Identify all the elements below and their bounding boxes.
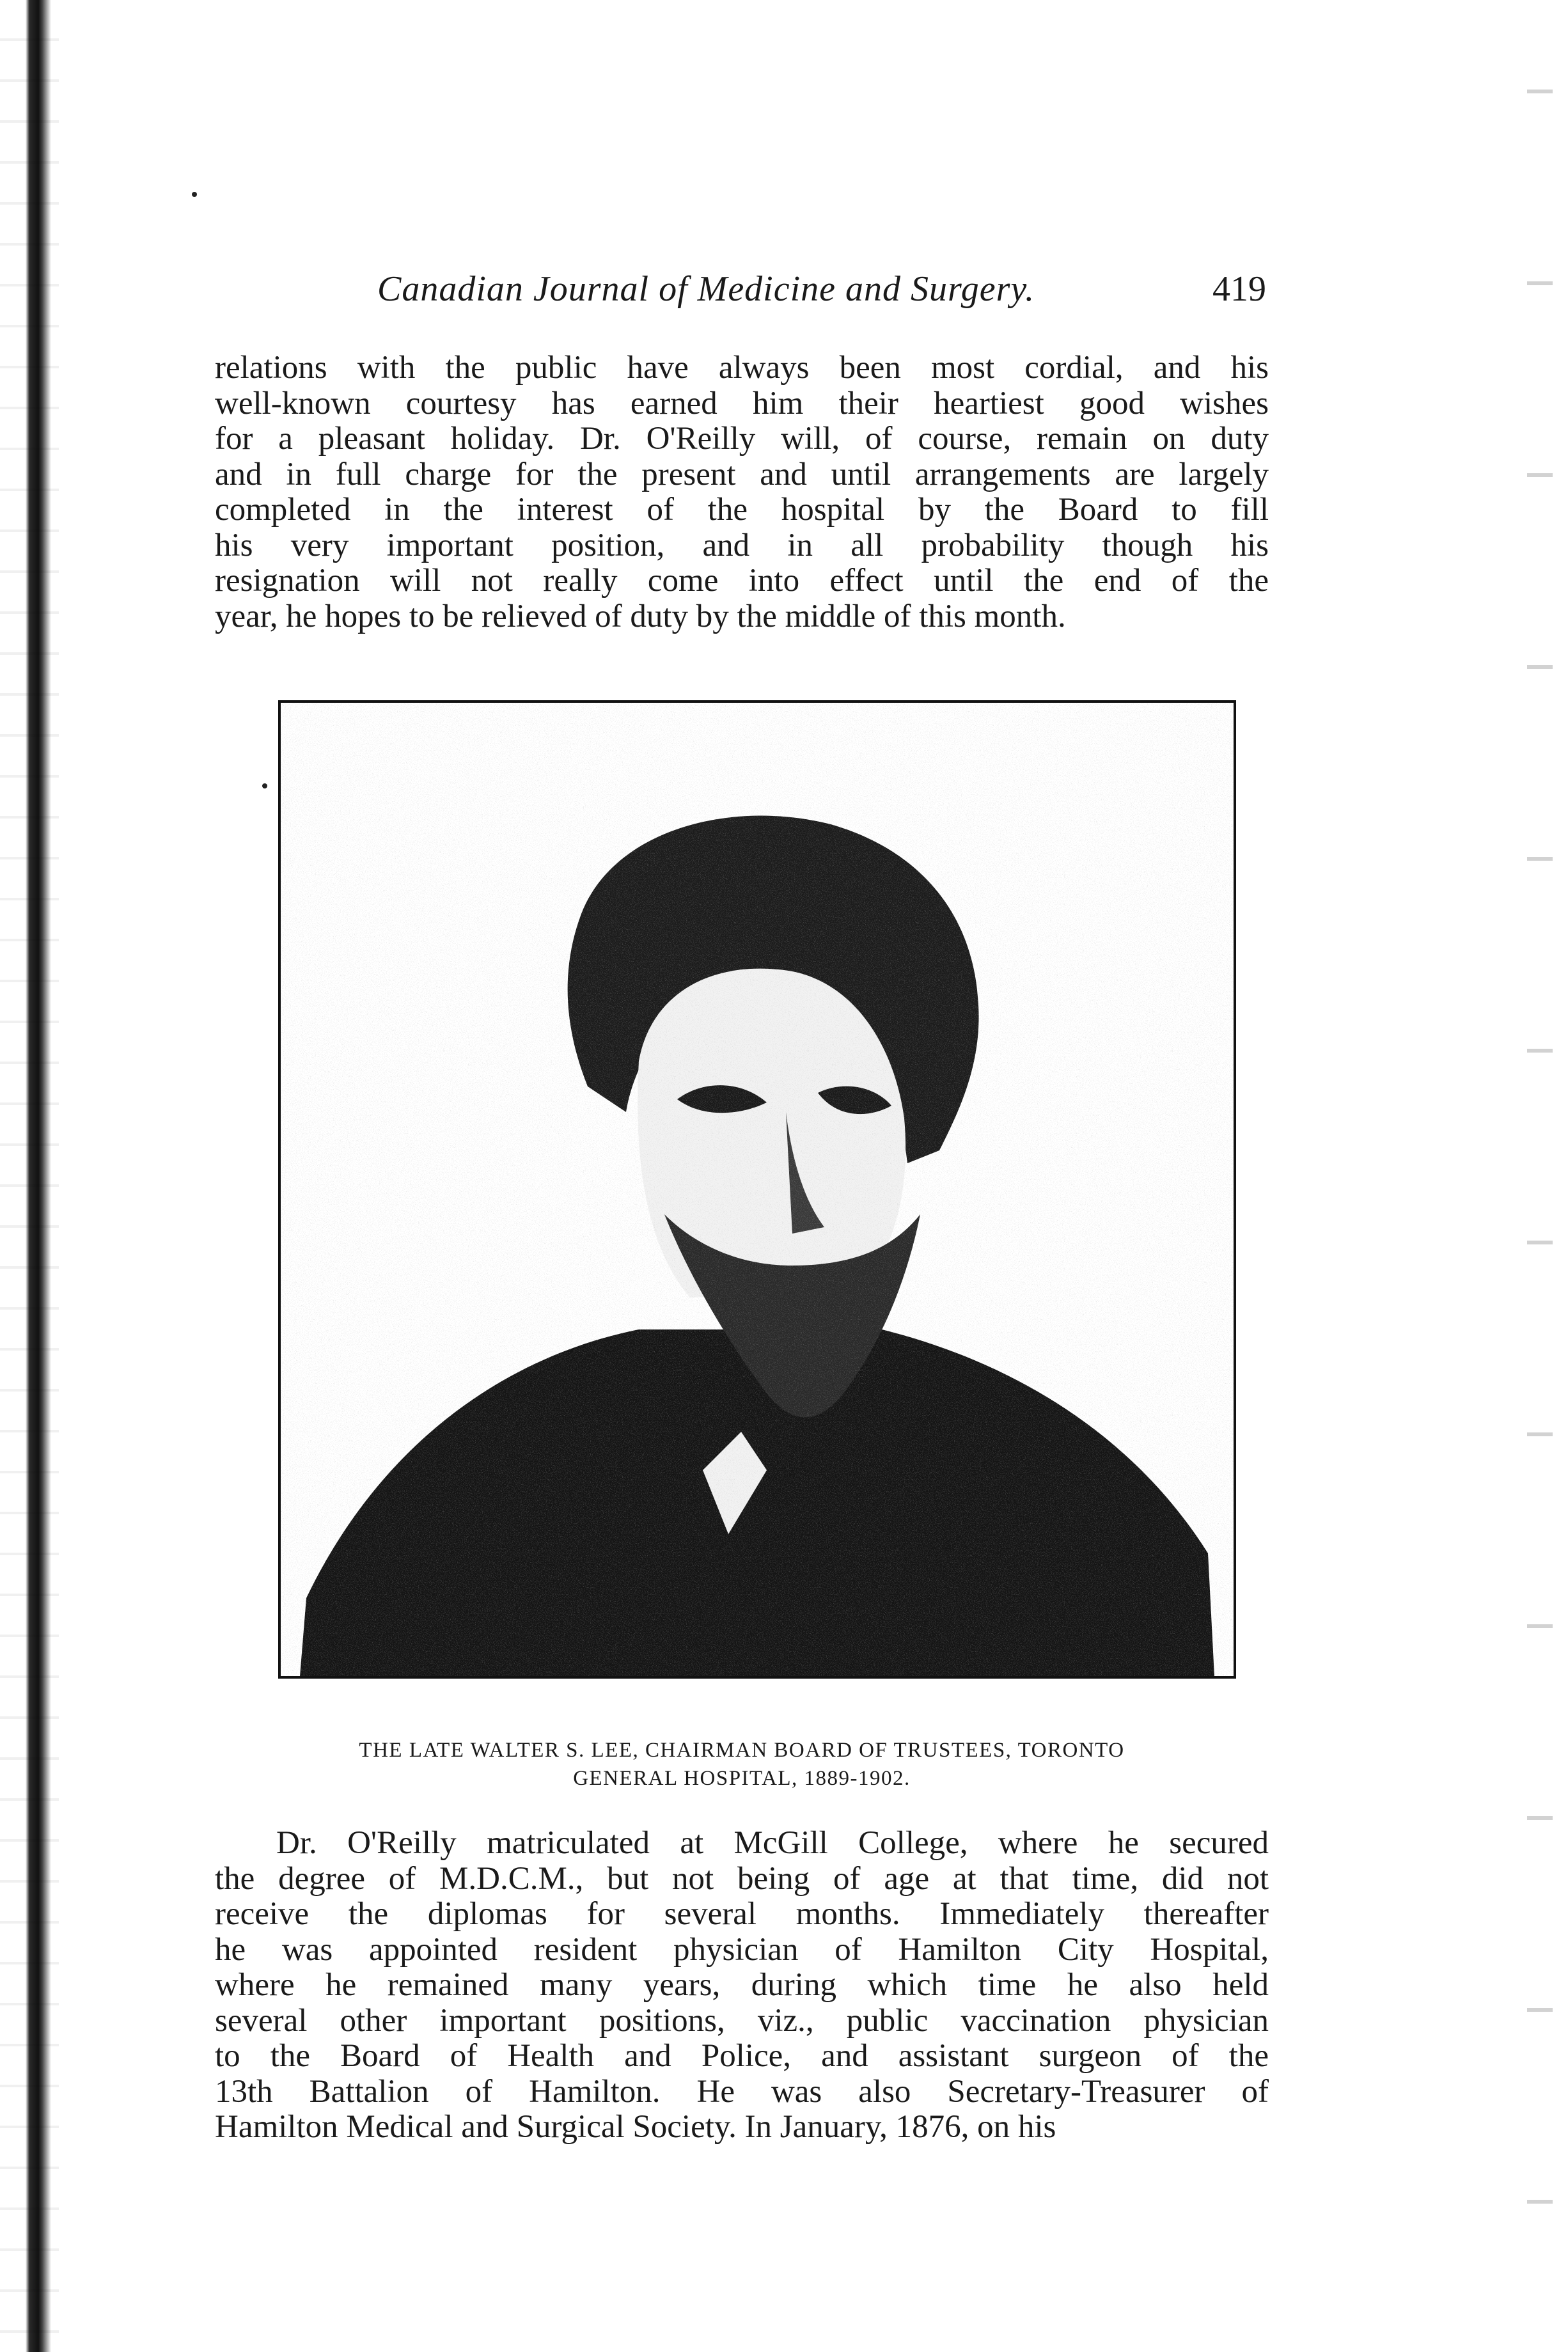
caption-line: GENERAL HOSPITAL, 1889-1902.	[573, 1767, 911, 1790]
page-number: 419	[1212, 269, 1266, 309]
caption-line: THE LATE WALTER S. LEE, CHAIRMAN BOARD OF TRUSTEES, TORONTO	[359, 1739, 1125, 1762]
paragraph-1	[215, 350, 1269, 634]
paragraph-2	[215, 1826, 1269, 2145]
text-line: 13th Battalion of Hamilton. He was also Secretary-Treasurer of	[215, 2073, 1269, 2110]
text-line: Dr. O'Reilly matriculated at McGill College, where he secured	[276, 1825, 1269, 1861]
text-line: well-known courtesy has earned him their heartiest good wishes	[215, 385, 1269, 421]
text-line: completed in the interest of the hospital by the Board to fill	[215, 492, 1269, 528]
portrait-image	[281, 703, 1234, 1676]
scan-edge-specks	[1527, 0, 1553, 2352]
text-line: and in full charge for the present and until arrangements are largely	[215, 456, 1269, 492]
figure-caption	[215, 1736, 1269, 1792]
text-line: he was appointed resident physician of Hamilton City Hospital,	[215, 1931, 1269, 1968]
text-line: to the Board of Health and Police, and assistant surgeon of the	[215, 2038, 1269, 2074]
scan-speck	[262, 783, 267, 788]
text-line: several other important positions, viz., public vaccination physician	[215, 2002, 1269, 2039]
text-line: receive the diplomas for several months. Immediately thereafter	[215, 1896, 1269, 1932]
text-line: relations with the public have always been most cordial, and his	[215, 350, 1269, 386]
scan-speck	[192, 192, 197, 197]
text-line: where he remained many years, during which time he also held	[215, 1967, 1269, 2003]
scan-binding-edge	[0, 0, 59, 2352]
text-line: for a pleasant holiday. Dr. O'Reilly will, of course, remain on duty	[215, 421, 1269, 457]
text-line: resignation will not really come into effect until the end of the	[215, 563, 1269, 599]
journal-title: Canadian Journal of Medicine and Surgery.	[377, 269, 1035, 309]
text-line: the degree of M.D.C.M., but not being of age at that time, did not	[215, 1860, 1269, 1897]
text-line: his very important position, and in all probability though his	[215, 527, 1269, 563]
portrait-photograph	[278, 700, 1236, 1679]
text-line: Hamilton Medical and Surgical Society. In January, 1876, on his	[215, 2109, 1056, 2145]
text-line: year, he hopes to be relieved of duty by the middle of this month.	[215, 598, 1066, 634]
running-head	[377, 269, 1266, 320]
